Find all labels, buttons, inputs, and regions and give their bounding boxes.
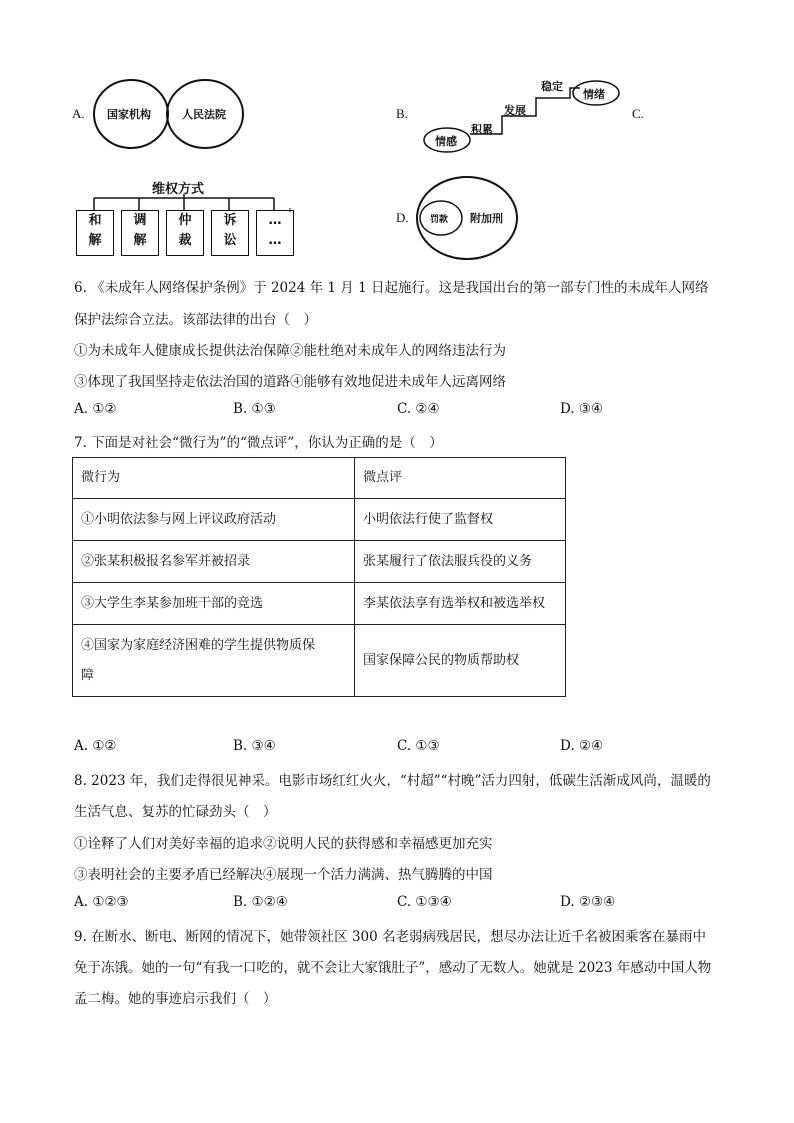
q6-items-line1: ①为未成年人健康成长提供法治保障②能杜绝对未成年人的网络违法行为 [74,343,506,359]
q8-stem-line2: 生活气息、复苏的忙碌劲头（ ） [74,804,277,820]
table-row [73,625,566,697]
step-stable: 稳定 [541,80,563,93]
q7-option-b[interactable]: B. ③④ [233,738,276,754]
step-develop: 发展 [504,104,526,117]
table-cell: 张某履行了依法服兵役的义务 [355,541,566,583]
option-label-a: A. [72,106,85,121]
q9-stem-line2: 免于冻饿。她的一句“有我一口吃的，就不会让大家饿肚子”，感动了无数人。她就是 2023 年感动中国人物 [74,960,712,976]
inner-circle-label: 罚款 [430,215,449,225]
q7-table [72,457,566,697]
table-header-cell: 微点评 [355,458,566,499]
q8-option-d[interactable]: D. ②③④ [560,894,616,910]
tree-title: 维权方式 [152,182,205,197]
q7-option-a[interactable]: A. ①② [74,738,117,754]
option-label-b: B. [396,106,408,121]
q9-stem-line1: 9. 在断水、断电、断网的情况下，她带领社区 300 名老弱病残居民，想尽办法让近千名被困乘客在暴雨中 [74,929,707,945]
circle-label-left: 国家机构 [107,108,151,121]
outer-circle-label: 附加刑 [470,212,503,225]
q7-option-c[interactable]: C. ①③ [397,738,440,754]
q6-option-d[interactable]: D. ③④ [560,401,604,417]
table-cell: 国家保障公民的物质帮助权 [355,625,566,697]
table-header-row [73,458,566,499]
option-label-c: C. [632,106,644,121]
table-header-cell: 微行为 [73,458,355,499]
q8-option-a[interactable]: A. ①②③ [74,894,129,910]
q7-option-d[interactable]: D. ②④ [560,738,604,754]
q8-option-b[interactable]: B. ①②④ [233,894,288,910]
q8-option-c[interactable]: C. ①③④ [397,894,452,910]
table-cell: ③大学生李某参加班干部的竞选 [73,583,355,625]
method-box-mediate: 调 解 [121,210,159,256]
method-box-litigate: 诉 讼 [211,210,249,256]
table-cell: ②张某积极报名参军并被招录 [73,541,355,583]
table-cell: ④国家为家庭经济困难的学生提供物质保 障 [73,625,355,697]
q6-stem-line2: 保护法综合立法。该部法律的出台（ ） [74,312,317,328]
method-box-reconcile: 和 解 [76,210,114,256]
q6-option-a[interactable]: A. ①② [74,401,117,417]
q7-stem: 7. 下面是对社会“微行为”的“微点评”，你认为正确的是（ ） [74,435,443,451]
table-row [73,541,566,583]
table-cell: 李某依法享有选举权和被选举权 [355,583,566,625]
method-box-etc: … … [256,210,294,256]
table-row [73,499,566,541]
q6-option-c[interactable]: C. ②④ [397,401,440,417]
table-cell: 小明依法行使了监督权 [355,499,566,541]
step-accumulate: 积累 [471,123,493,136]
q6-stem-line1: 6. 《未成年人网络保护条例》于 2024 年 1 月 1 日起施行。这是我国出台的第一部专门性的未成年人网络 [74,280,709,296]
method-box-arbitrate: 仲 裁 [166,210,204,256]
q9-stem-line3: 孟二梅。她的事迹启示我们（ ） [74,991,277,1007]
q8-stem-line1: 8. 2023 年，我们走得很见神采。电影市场红红火火，“村超”“村晚”活力四射，低碳生活渐成风尚，温暖的 [74,773,711,789]
q8-items-line2: ③表明社会的主要矛盾已经解决④展现一个活力满满、热气腾腾的中国 [74,867,493,883]
option-label-d: D. [396,210,409,225]
table-cell: ①小明依法参与网上评议政府活动 [73,499,355,541]
table-row [73,583,566,625]
step-mood: 情绪 [583,88,605,101]
q8-items-line1: ①诠释了人们对美好幸福的追求②说明人民的获得感和幸福感更加充实 [74,836,493,852]
q6-option-b[interactable]: B. ①③ [233,401,276,417]
circle-label-right: 人民法院 [182,108,226,121]
q6-items-line2: ③体现了我国坚持走依法治国的道路④能够有效地促进未成年人远离网络 [74,374,506,390]
step-emotion-feeling: 情感 [435,135,457,148]
